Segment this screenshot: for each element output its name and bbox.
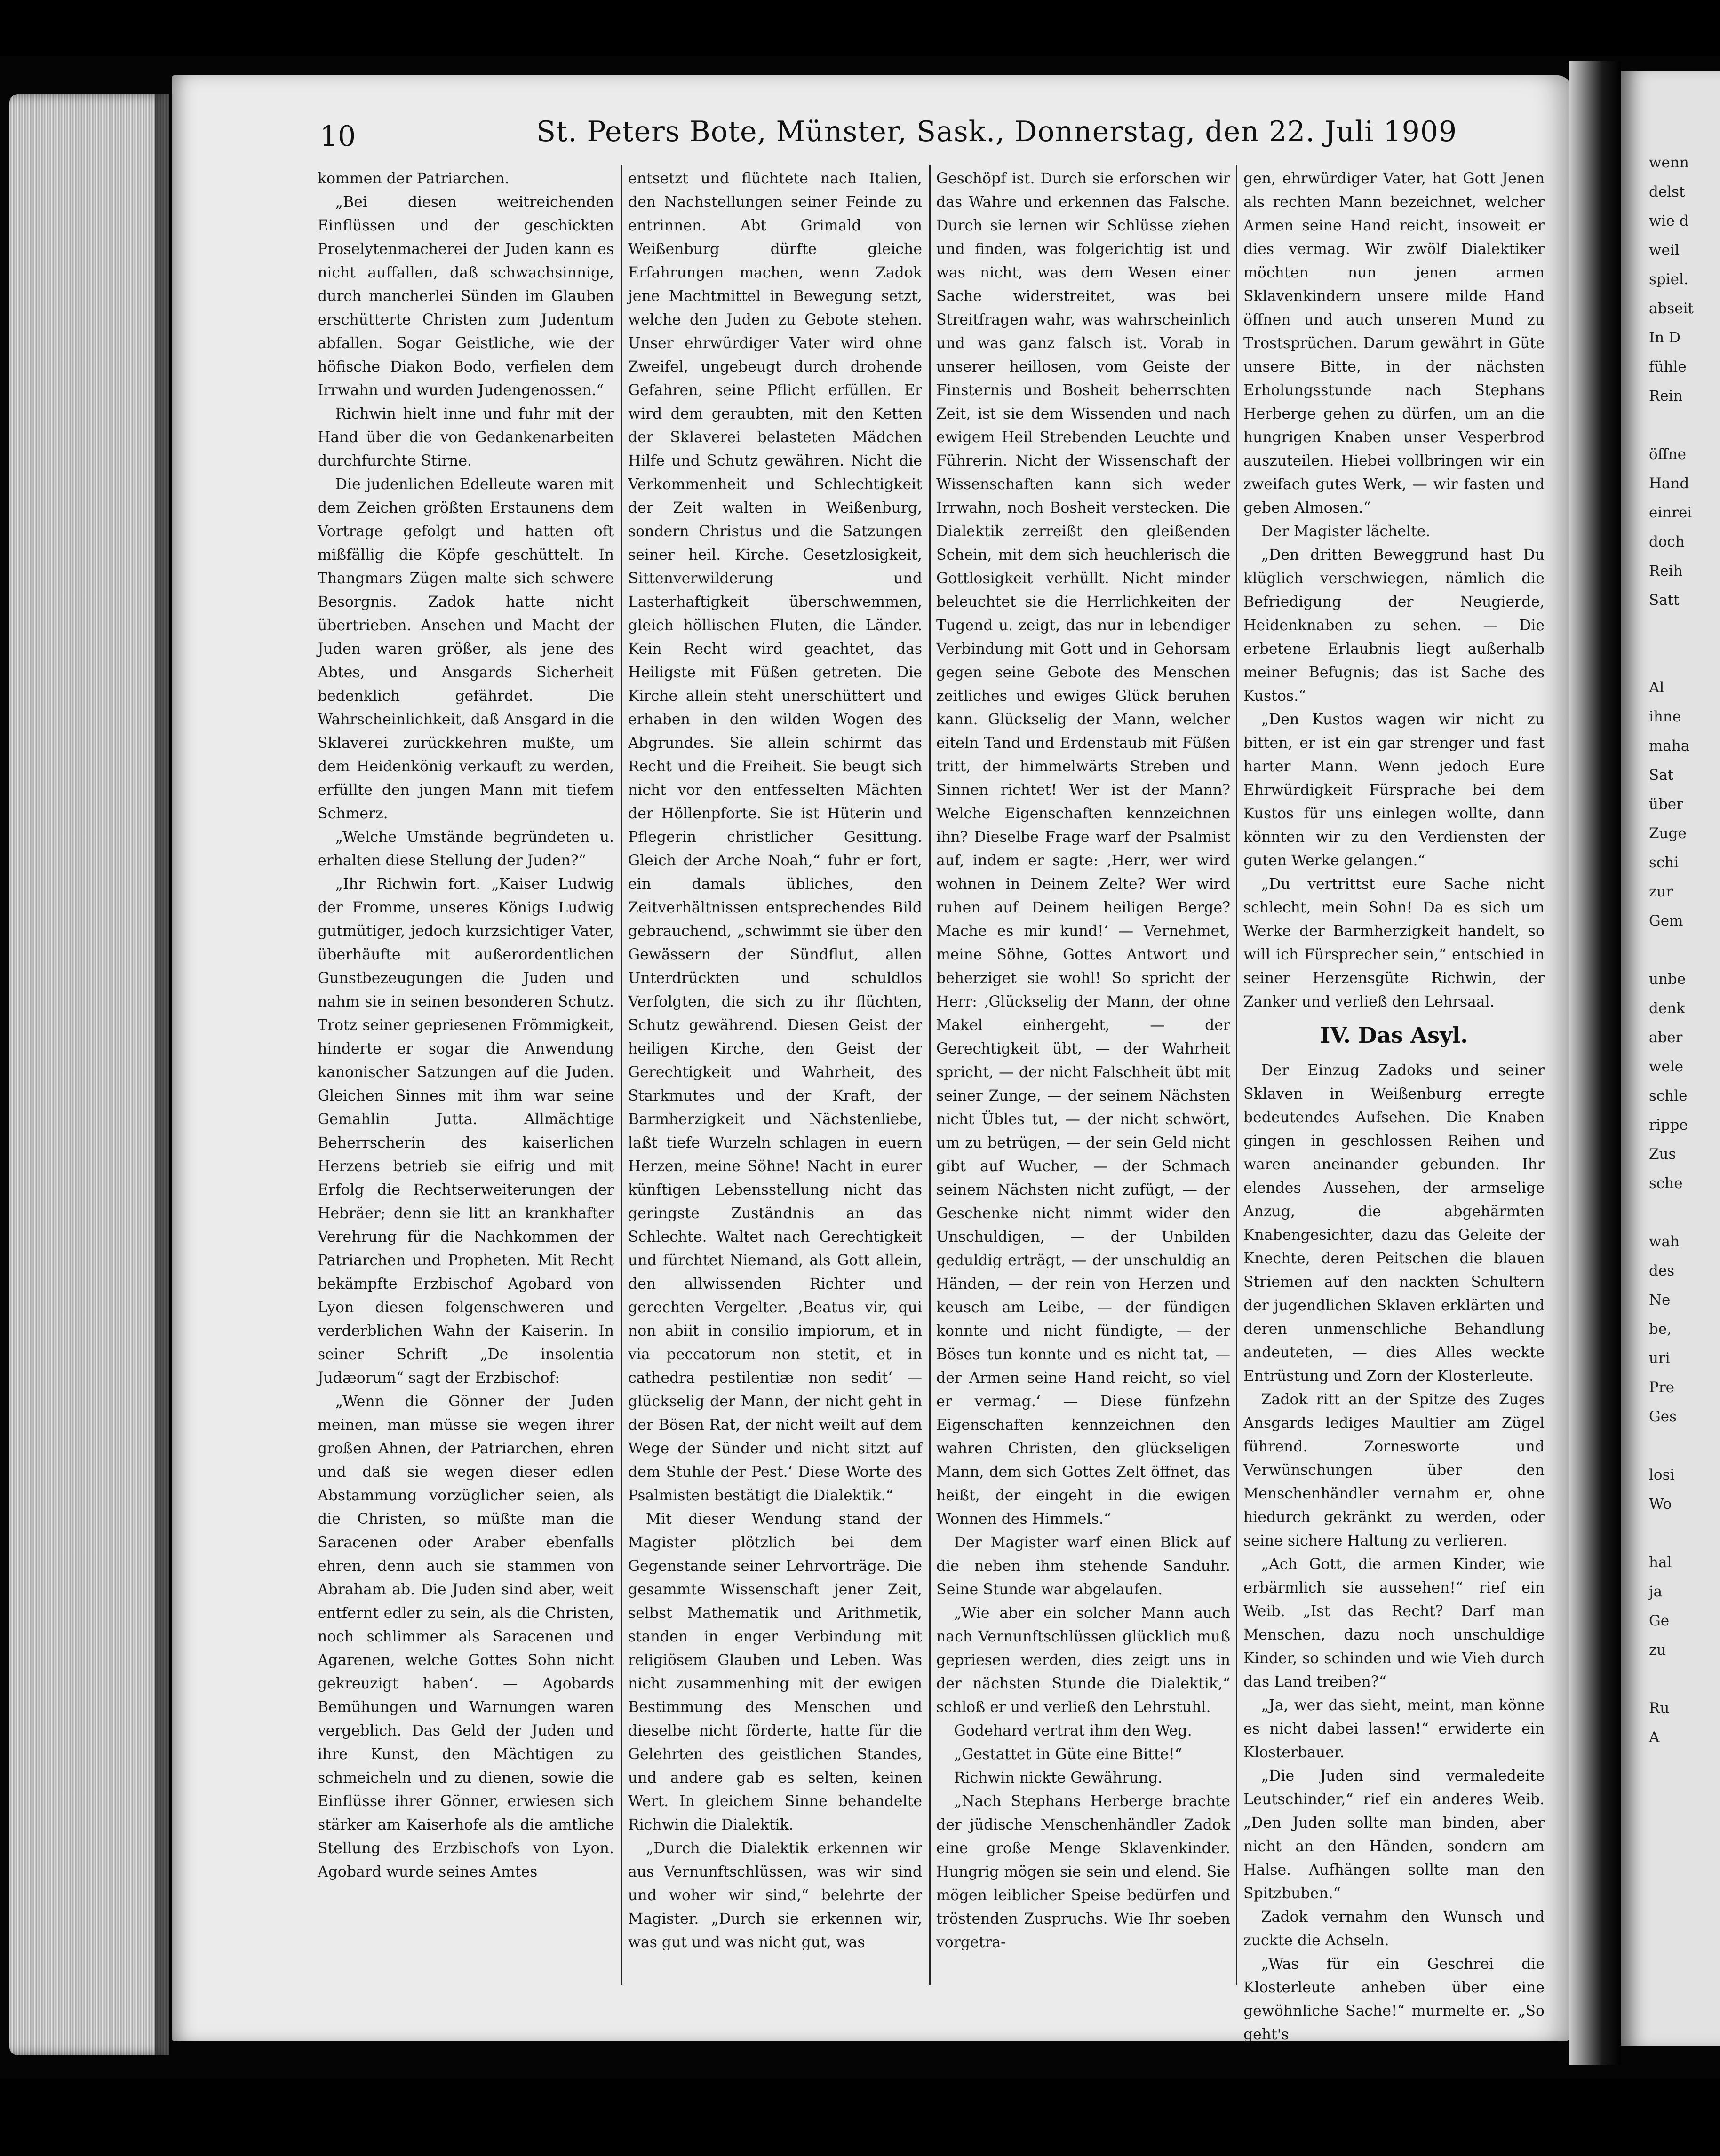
- facing-page-fragment-line: [1649, 1519, 1694, 1548]
- paragraph: entsetzt und flüchtete nach Italien, den Nachstellungen seiner Feinde zu entrinnen. Abt Grimald von Weißenburg dürfte gleiche Erfahrungen machen, wenn Zadok jene Machtmittel in Bewegung setzt, welche den Juden zu Gebote stehen. Unser ehrwürdiger Vater wird ohne Zweifel, ungebeugt durch drohende Gefahren, seine Pflicht erfüllen. Er wird dem geraubten, mit den Ketten der Sklaverei belasteten Mädchen Hilfe und Schutz gewähren. Nicht die Verkommenheit und Schlechtigkeit der Zeit walten in Weißenburg, sondern Christus und die Satzungen seiner heil. Kirche. Gesetzlosigkeit, Sittenverwilderung und Lasterhaftigkeit überschwemmen, gleich höllischen Fluten, die Länder. Kein Recht wird geachtet, das Heiligste mit Füßen getreten. Die Kirche allein steht unerschüttert und erhaben in den wilden Wogen des Abgrundes. Sie allein schirmt das Recht und die Freiheit. Sie beugt sich nicht vor den entfesselten Mächten der Höllenpforte. Sie ist Hüterin und Pflegerin christlicher Gesittung. Gleich der Arche Noah,“ fuhr er fort, ein damals übliches, den Zeitverhältnissen entsprechendes Bild gebrauchend, „schwimmt sie über den Gewässern der Sündflut, allen Unterdrückten und schuldlos Verfolgten, die sich zu ihr flüchten, Schutz gewährend. Diesen Geist der heiligen Kirche, den Geist der Gerechtigkeit und Wahrheit, des Starkmutes und der Kraft, der Barmherzigkeit und Nächstenliebe, laßt tiefe Wurzeln schlagen in euern Herzen, meine Söhne! Nacht in eurer künftigen Lebensstellung nicht das geringste Zuständnis an das Schlechte. Waltet nach Gerechtigkeit und fürchtet Niemand, als Gott allein, den allwissenden Richter und gerechten Vergelter. ‚Beatus vir, qui non abiit in consilio impiorum, et in via peccatorum non stetit, et in cathedra pestilentiæ non sedit‘ — glückselig der Mann, der nicht geht in der Bösen Rat, der nicht weilt auf dem Wege der Sünder und nicht sitzt auf dem Stuhle der Pest.‘ Diese Worte des Psalmisten bestätigt die Dialektik.“: [628, 170, 922, 1504]
- facing-page-fragment-line: Rein: [1649, 388, 1683, 404]
- facing-page-fragment-line: In D: [1649, 329, 1680, 346]
- facing-page-fragment-line: schi: [1649, 854, 1679, 871]
- book-gutter: [1569, 61, 1621, 2065]
- running-head: St. Peters Bote, Münster, Sask., Donnerstag, den 22. Juli 1909: [536, 115, 1457, 148]
- paragraph: Der Einzug Zadoks und seiner Sklaven in Weißenburg erregte bedeutendes Aufsehen. Die Knaben gingen in geschlossen Reihen und waren aneinander gebunden. Ihr elendes Aussehen, der armselige Anzug, die abgehärmten Knabengesichter, dazu das Geleite der Knechte, deren Peitschen die blauen Striemen auf den nackten Schultern der jugendlichen Sklaven erklärten und deren unmenschliche Behandlung andeuteten, — dies Alles weckte Entrüstung und Zorn der Klosterleute.: [1243, 1062, 1545, 1385]
- facing-page-fragment-line: fühle: [1649, 358, 1687, 375]
- paragraph: „Du vertrittst eure Sache nicht schlecht, mein Sohn! Da es sich um Werke der Barmherzigkeit handelt, so will ich Fürsprecher sein,“ entschied in seiner Herzensgüte Richwin, der Zanker und verließ den Lehrsaal.: [1243, 876, 1545, 1010]
- facing-page-fragment-line: spiel.: [1649, 271, 1688, 288]
- facing-page-fragment-line: doch: [1649, 533, 1685, 550]
- facing-page-fragment-line: wie d: [1649, 213, 1689, 230]
- paragraph: „Ach Gott, die armen Kinder, wie erbärmlich sie aussehen!“ rief ein Weib. „Ist das Recht? Darf man Menschen, dazu noch unschuldige Kinder, so schinden und wie Vieh durch das Land treiben?“: [1243, 1556, 1545, 1690]
- paragraph: „Bei diesen weitreichenden Einflüssen und der geschickten Proselytenmacherei der Juden kann es nicht auffallen, daß schwachsinnige, durch mancherlei Sünden im Glauben erschütterte Christen zum Judentum abfallen. Sogar Geistliche, wie der höfische Diakon Bodo, verfielen dem Irrwahn und wurden Judengenossen.“: [318, 194, 614, 399]
- paragraph: „Die Juden sind vermaledeite Leutschinder,“ rief ein anderes Weib. „Den Juden sollte man binden, aber nicht an den Händen, sondern am Halse. Aufhängen sollte man den Spitzbuben.“: [1243, 1768, 1545, 1902]
- facing-page-fragment-line: Zus: [1649, 1146, 1676, 1163]
- paragraph: Mit dieser Wendung stand der Magister plötzlich bei dem Gegenstande seiner Lehrvorträge. Die gesammte Wissenschaft jener Zeit, selbst Mathematik und Arithmetik, standen in enger Verbindung mit religiösem Glauben und Leben. Was nicht zusammenhing mit der ewigen Bestimmung des Menschen und dieselbe nicht förderte, hatte für die Gelehrten des geistlichen Standes, und andere gab es selten, keinen Wert. In gleichem Sinne behandelte Richwin die Dialektik.: [628, 1511, 922, 1833]
- facing-page-fragment-line: Ne: [1649, 1292, 1671, 1308]
- paragraph: „Ihr Richwin fort. „Kaiser Ludwig der Fromme, unseres Königs Ludwig gutmütiger, jedoch kurzsichtiger Vater, überhäufte mit außerordentlichen Gunstbezeugungen die Juden und nahm sie in seinen besonderen Schutz. Trotz seiner gepriesenen Frömmigkeit, hinderte er sogar die Anwendung kanonischer Satzungen auf die Juden. Gleichen Sinnes mit ihm war seine Gemahlin Jutta. Allmächtige Beherrscherin des kaiserlichen Herzens betrieb sie eifrig und mit Erfolg die Rechtserweiterungen der Hebräer; denn sie litt an krankhafter Verehrung für die Nachkommen der Patriarchen und Propheten. Mit Recht bekämpfte Erzbischof Agobard von Lyon diesen folgenschweren und verderblichen Wahn der Kaiserin. In seiner Schrift „De insolentia Judæorum“ sagt der Erzbischof:: [318, 876, 614, 1387]
- article-column-3: [936, 167, 1230, 1992]
- facing-page-fragment-line: Pre: [1649, 1379, 1675, 1396]
- facing-page-fragment-line: ihne: [1649, 708, 1681, 725]
- article-column-1: [318, 167, 614, 1992]
- facing-page-fragment-line: denk: [1649, 1000, 1685, 1017]
- facing-page-fragment-line: maha: [1649, 737, 1690, 754]
- facing-page-fragment-line: sche: [1649, 1175, 1683, 1192]
- facing-page-fragment-line: des: [1649, 1262, 1675, 1279]
- book-page-edges: [9, 94, 169, 2055]
- paragraph: Richwin nickte Gewährung.: [954, 1769, 1163, 1786]
- paragraph: Der Magister warf einen Blick auf die neben ihm stehende Sanduhr. Seine Stunde war abgelaufen.: [936, 1534, 1230, 1598]
- facing-page-fragment-line: aber: [1649, 1029, 1683, 1046]
- paragraph: Zadok ritt an der Spitze des Zuges Ansgards lediges Maultier am Zügel führend. Zornesworte und Verwünschungen über den Menschenhändler vernahm er, ohne hiedurch gekränkt zu werden, oder seine sichere Haltung zu verlieren.: [1243, 1391, 1545, 1549]
- facing-page-fragment-line: Ges: [1649, 1408, 1677, 1425]
- film-frame-bottom: [0, 2079, 1720, 2156]
- column-rule: [1236, 165, 1237, 1985]
- facing-page-fragment-line: losi: [1649, 1466, 1675, 1483]
- newspaper-page: [172, 75, 1571, 2041]
- facing-page-fragment-line: wele: [1649, 1058, 1684, 1075]
- facing-page-fragment-line: hal: [1649, 1554, 1672, 1571]
- facing-page-fragment-line: be,: [1649, 1321, 1672, 1338]
- binding-shadow: [155, 94, 174, 2055]
- article-column-4: [1243, 167, 1545, 2043]
- paragraph: Der Magister lächelte.: [1261, 523, 1431, 540]
- facing-page-fragment-line: uri: [1649, 1350, 1670, 1367]
- paragraph: „Was für ein Geschrei die Klosterleute anheben über eine gewöhnliche Sache!“ murmelte er. „So geht's: [1243, 1956, 1545, 2043]
- facing-page-fragment-line: Ge: [1649, 1612, 1670, 1629]
- facing-page-fragment-line: delst: [1649, 183, 1685, 200]
- paragraph: „Nach Stephans Herberge brachte der jüdische Menschenhändler Zadok eine große Menge Sklavenkinder. Hungrig mögen sie sein und elend. Sie mögen leiblicher Speise bedürfen und tröstenden Zuspruchs. Wie Ihr soeben vorgetra-: [936, 1793, 1230, 1951]
- facing-page-fragment-line: Sat: [1649, 767, 1674, 784]
- facing-page-fragment-line: ja: [1649, 1583, 1663, 1600]
- facing-page-fragment-line: Hand: [1649, 475, 1689, 492]
- facing-page-fragment-line: [1649, 935, 1694, 965]
- facing-page-fragment-line: [1649, 1665, 1694, 1694]
- paragraph: „Ja, wer das sieht, meint, man könne es nicht dabei lassen!“ erwiderte ein Klosterbauer.: [1243, 1697, 1545, 1761]
- paragraph: „Wie aber ein solcher Mann auch nach Vernunftschlüssen glücklich muß gepriesen werden, dies zeigt uns in der nächsten Stunde die Dialektik,“ schloß er und verließ den Lehrstuhl.: [936, 1605, 1230, 1716]
- facing-page-fragment-line: zu: [1649, 1641, 1666, 1658]
- section-heading: IV. Das Asyl.: [1320, 1023, 1468, 1048]
- facing-page-fragment-line: [1649, 644, 1694, 673]
- facing-page-fragment: [1621, 71, 1720, 2046]
- page-number: 10: [320, 120, 356, 153]
- article-column-2: [628, 167, 922, 1992]
- facing-page-fragment-line: schle: [1649, 1087, 1688, 1104]
- facing-page-fragment-line: Reih: [1649, 563, 1683, 579]
- facing-page-fragment-line: weil: [1649, 242, 1680, 259]
- facing-page-fragment-line: Zuge: [1649, 825, 1687, 842]
- paragraph: Geschöpf ist. Durch sie erforschen wir das Wahre und erkennen das Falsche. Durch sie lernen wir Schlüsse ziehen und finden, was folgerichtig ist und was nicht, was dem Wesen einer Sache widerstreitet, was bei Streitfragen wahr, was wahrscheinlich und was ganz falsch ist. Vorab in unserer heillosen, vom Geiste der Finsternis und Bosheit beherrschten Zeit, ist sie dem Wissenden und nach ewigem Heil Strebenden Leuchte und Führerin. Nicht der Wissenschaft der Wissenschaften kann sich weder Irrwahn, noch Bosheit verstecken. Die Dialektik zerreißt den gleißenden Schein, mit dem sich heuchlerisch die Gottlosigkeit verhüllt. Nicht minder beleuchtet sie die Herrlichkeiten der Tugend u. zeigt, das nur in lebendiger Verbindung mit Gott und in Gehorsam gegen seine Gebote des Menschen zeitliches und ewiges Glück beruhen kann. Glückselig der Mann, welcher eiteln Tand und Erdenstaub mit Füßen tritt, der himmelwärts Streben und Sinnen richtet! Wer ist der Mann? Welche Eigenschaften kennzeichnen ihn? Dieselbe Frage warf der Psalmist auf, indem er sagte: ‚Herr, wer wird wohnen in Deinem Zelte? Wer wird ruhen auf Deinem heiligen Berge? Mache es mir kund!‘ — Vernehmet, meine Söhne, Gottes Antwort und beherziget sie wohl! So spricht der Herr: ‚Glückselig der Mann, der ohne Makel einhergeht, — der Gerechtigkeit übt, — der Wahrheit spricht, — der nicht Falschheit übt mit seiner Zunge, — der seinem Nächsten nicht Übles tut, — der nicht schwört, um zu betrügen, — der sein Geld nicht gibt auf Wucher, — der Schmach seinem Nächsten nicht zufügt, — der Geschenke nicht nimmt wider den Unschuldigen, — der Unbilden geduldig erträgt, — der unschuldig an Händen, — der rein von Herzen und keusch am Leibe, — der fündigen konnte und nicht fündigte, — der Böses tun konnte und es nicht tat, — der Armen seine Hand reicht, so viel er vermag.‘ — Diese fünfzehn Eigenschaften kennzeichnen den wahren Christen, den glückseligen Mann, dem sich Gottes Zelt öffnet, das heißt, der eingeht in die ewigen Wonnen des Himmels.“: [936, 170, 1230, 1528]
- facing-page-fragment-line: [1649, 1431, 1694, 1460]
- facing-page-fragment-line: [1649, 615, 1694, 644]
- facing-page-fragment-line: einrei: [1649, 504, 1692, 521]
- paragraph: „Wenn die Gönner der Juden meinen, man müsse sie wegen ihrer großen Ahnen, der Patriarchen, ehren und daß sie wegen dieser edlen Abstammung vorzüglicher seien, als die Christen, so müßte man die Saracenen oder Araber ebenfalls ehren, denn auch sie stammen von Abraham ab. Die Juden sind aber, weit entfernt edler zu sein, als die Christen, noch schlimmer als Saracenen und Agarenen, welche Gottes Sohn nicht gekreuzigt haben‘. — Agobards Bemühungen und Warnungen waren vergeblich. Das Geld der Juden und ihre Kunst, den Mächtigen zu schmeicheln und zu dienen, sowie die Einflüsse ihrer Gönner, erwiesen sich stärker am Kaiserhofe als die amtliche Stellung des Erzbischofs von Lyon. Agobard wurde seines Amtes: [318, 1393, 614, 1880]
- facing-page-fragment-line: rippe: [1649, 1117, 1688, 1133]
- paragraph: kommen der Patriarchen.: [318, 170, 510, 187]
- paragraph: „Welche Umstände begründeten u. erhalten diese Stellung der Juden?“: [318, 829, 614, 869]
- facing-page-fragment-line: über: [1649, 796, 1683, 813]
- paragraph: „Den dritten Beweggrund hast Du klüglich verschwiegen, nämlich die Befriedigung der Neugierde, Heidenknaben zu sehen. — Die erbetene Erlaubnis liegt außerhalb meiner Befugnis; das ist Sache des Kustos.“: [1243, 547, 1545, 705]
- paragraph: Die judenlichen Edelleute waren mit dem Zeichen größten Erstaunens dem Vortrage gefolgt und hatten oft mißfällig die Köpfe geschüttelt. In Thangmars Zügen malte sich schwere Besorgnis. Zadok hatte nicht übertrieben. Ansehen und Macht der Juden waren größer, als jene des Abtes, und Ansgards Sicherheit bedenklich gefährdet. Die Wahrscheinlichkeit, daß Ansgard in die Sklaverei zurückkehren mußte, um dem Heidenkönig verkauft zu werden, erfüllte den jungen Mann mit tiefem Schmerz.: [318, 476, 614, 822]
- paragraph: „Gestattet in Güte eine Bitte!“: [954, 1746, 1182, 1763]
- page-header: [320, 111, 1562, 167]
- facing-page-fragment-line: öffne: [1649, 446, 1686, 463]
- facing-page-fragment-line: [1649, 1198, 1694, 1227]
- facing-page-fragment-line: unbe: [1649, 971, 1686, 988]
- column-rule: [929, 165, 931, 1985]
- facing-page-fragment-line: wenn: [1649, 154, 1689, 171]
- facing-page-fragment-line: Ru: [1649, 1700, 1670, 1717]
- paragraph: „Den Kustos wagen wir nicht zu bitten, er ist ein gar strenger und fast harter Mann. Wenn jedoch Eure Ehrwürdigkeit Fürsprache bei dem Kustos für uns einlegen wollte, dann könnten wir zu den Verdiensten der guten Werke gelangen.“: [1243, 711, 1545, 869]
- facing-page-fragment-line: wah: [1649, 1233, 1680, 1250]
- column-rule: [621, 165, 622, 1985]
- facing-page-text: [1649, 148, 1694, 1752]
- facing-page-fragment-line: Satt: [1649, 592, 1680, 609]
- facing-page-fragment-line: A: [1649, 1729, 1660, 1746]
- facing-page-fragment-line: [1649, 411, 1694, 440]
- paragraph: Richwin hielt inne und fuhr mit der Hand über die von Gedankenarbeiten durchfurchte Stirne.: [318, 405, 614, 469]
- facing-page-fragment-line: abseit: [1649, 300, 1694, 317]
- paragraph: Godehard vertrat ihm den Weg.: [954, 1722, 1192, 1739]
- facing-page-fragment-line: Al: [1649, 679, 1664, 696]
- film-frame-top: [0, 0, 1720, 56]
- facing-page-fragment-line: Wo: [1649, 1496, 1672, 1513]
- paragraph: gen, ehrwürdiger Vater, hat Gott Jenen als rechten Mann bezeichnet, welcher Armen seine Hand reicht, insoweit er dies vermag. Wir zwölf Dialektiker möchten nun jenen armen Sklavenkindern unsere milde Hand öffnen und auch unseren Mund zu Trostsprüchen. Darum gewährt in Güte unsere Bitte, in der nächsten Erholungsstunde nach Stephans Herberge gehen zu dürfen, um an die hungrigen Knaben unser Vesperbrod auszuteilen. Hiebei vollbringen wir ein zweifach gutes Werk, — wir fasten und geben Almosen.“: [1243, 170, 1545, 516]
- paragraph: „Durch die Dialektik erkennen wir aus Vernunftschlüssen, was wir sind und woher wir sind,“ belehrte der Magister. „Durch sie erkennen wir, was gut und was nicht gut, was: [628, 1840, 922, 1951]
- facing-page-fragment-line: zur: [1649, 883, 1673, 900]
- facing-page-fragment-line: Gem: [1649, 912, 1683, 929]
- paragraph: Zadok vernahm den Wunsch und zuckte die Achseln.: [1243, 1909, 1545, 1949]
